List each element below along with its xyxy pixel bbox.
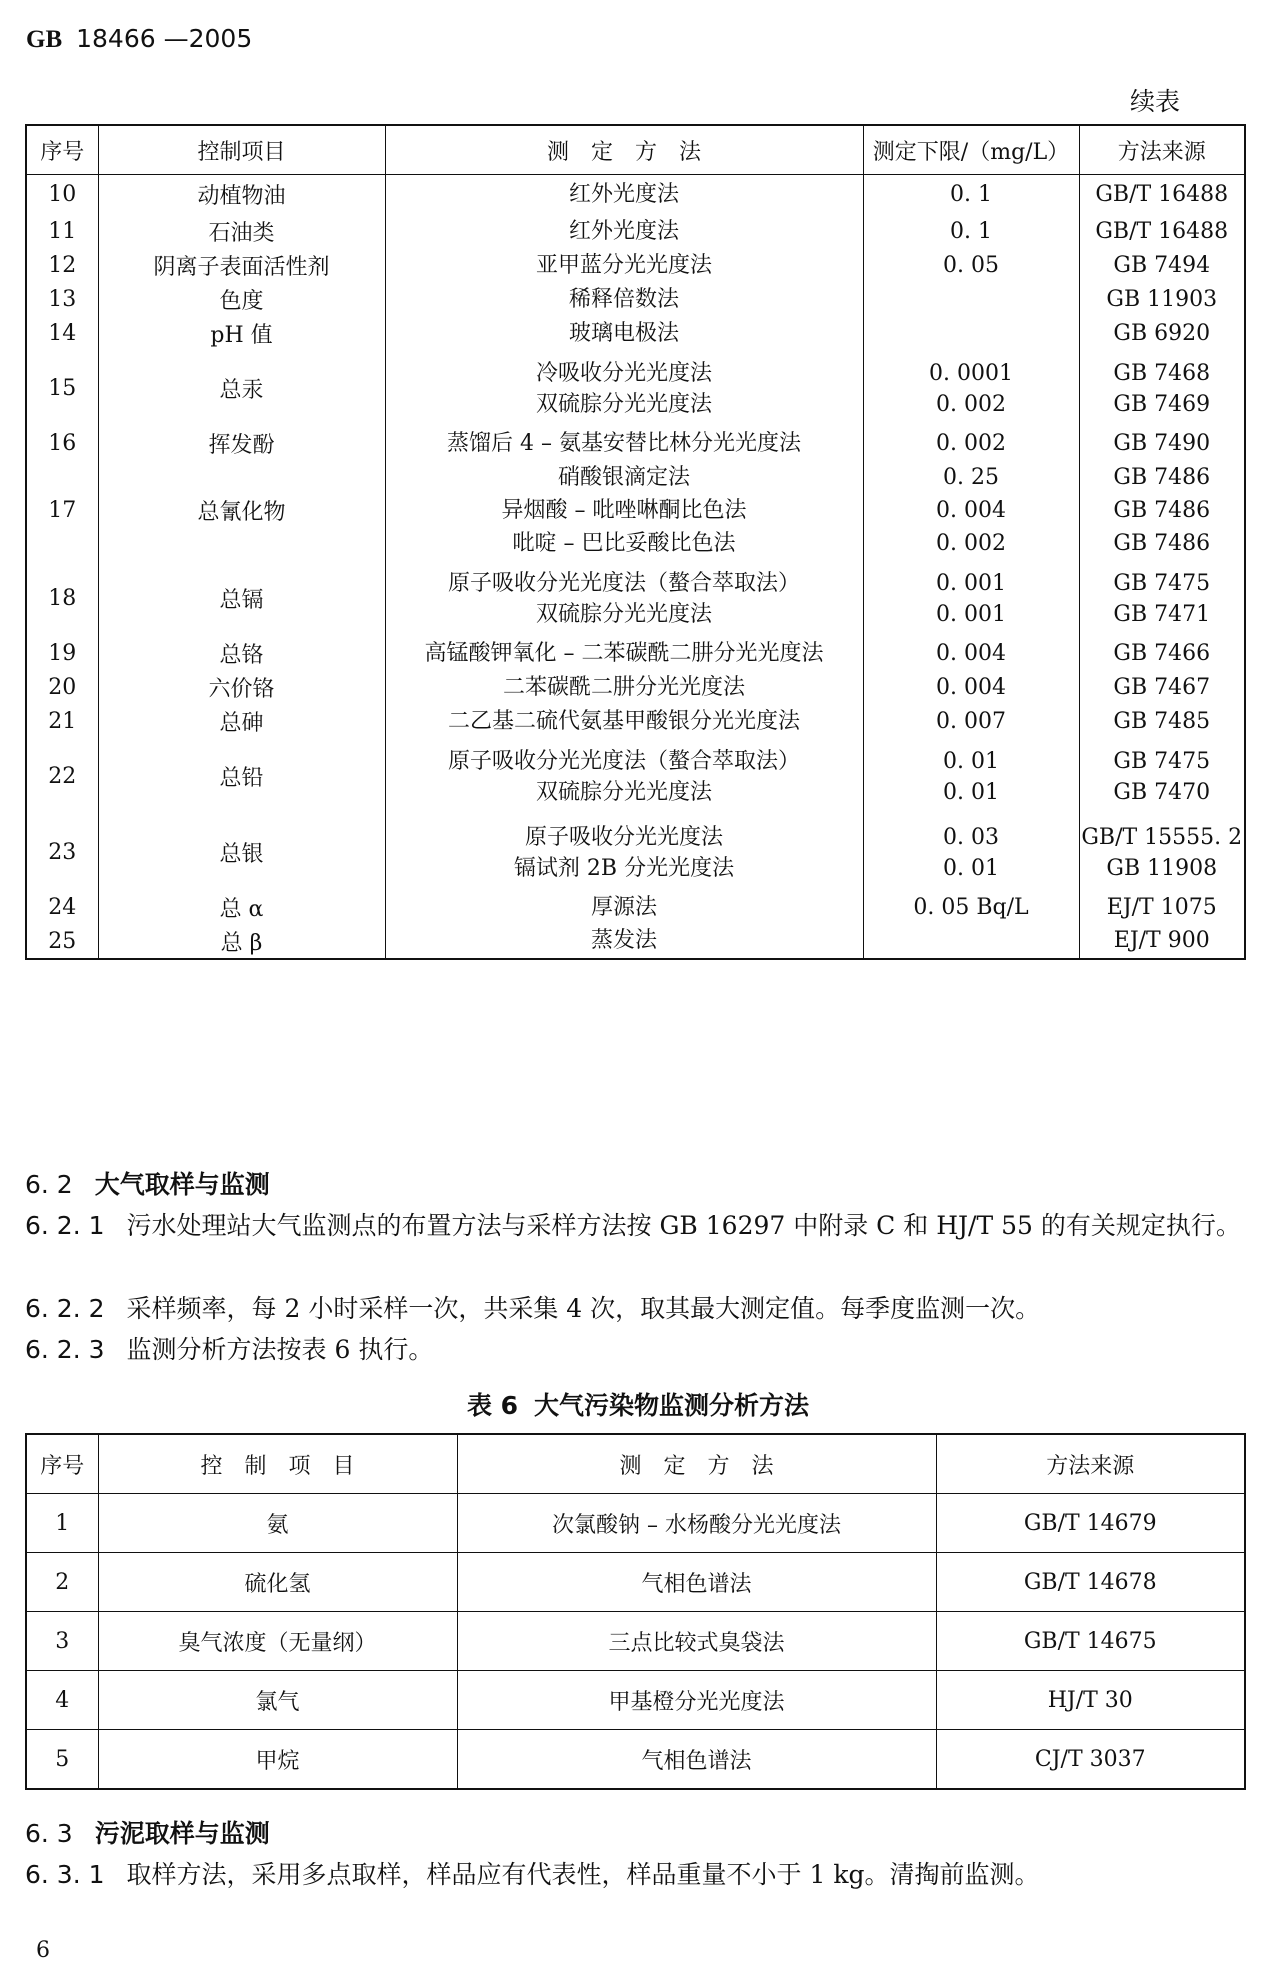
method-line: 厚源法 — [590, 894, 657, 920]
limit-line: 0. 1 — [950, 181, 992, 207]
table-row — [26, 461, 1245, 561]
section-title: 大气取样与监测 — [94, 1170, 270, 1199]
method-line: 蒸发法 — [590, 928, 657, 953]
cell-item: 动植物油 — [98, 175, 385, 215]
cell-sources — [1079, 215, 1245, 249]
limit-line: 0. 01 — [943, 855, 999, 881]
table-row — [26, 705, 1245, 739]
cell-limits — [863, 705, 1079, 739]
method-line: 二苯碳酰二肼分光光度法 — [502, 674, 745, 700]
section-text: 污水处理站大气监测点的布置方法与采样方法按 GB 16297 中附录 C 和 HJ/T 55 的有关规定执行。 — [126, 1211, 1241, 1240]
cell-item: 臭气浓度（无量纲） — [98, 1612, 457, 1671]
cell-no: 22 — [48, 764, 77, 789]
limit-line: 0. 03 — [943, 824, 999, 850]
cell-item: pH 值 — [98, 317, 385, 351]
col-header-limit: 测定下限/（mg/L） — [863, 125, 1079, 175]
table-row — [26, 561, 1245, 637]
source-line: GB 11903 — [1106, 286, 1218, 312]
table-5-continued — [25, 124, 1246, 960]
cell-item: 六价铬 — [98, 671, 385, 705]
limit-line: 0. 0001 — [929, 360, 1013, 386]
page-number: 6 — [36, 1938, 50, 1963]
cell-item: 氯气 — [98, 1671, 457, 1730]
source-line: GB 7475 — [1113, 570, 1211, 596]
cell-item: 甲烷 — [98, 1730, 457, 1790]
continued-label: 续表 — [1130, 87, 1181, 116]
col-header-method: 测 定 方 法 — [457, 1434, 936, 1494]
cell-methods — [385, 249, 863, 283]
cell-methods — [385, 815, 863, 891]
limit-line: 0. 05 — [943, 252, 999, 278]
method-line: 亚甲蓝分光光度法 — [535, 252, 712, 278]
source-line: GB 7469 — [1113, 391, 1211, 417]
standard-code: GB — [26, 26, 63, 53]
cell-limits — [863, 671, 1079, 705]
standard-number: 18466 —2005 — [76, 24, 253, 53]
cell-sources — [1079, 739, 1245, 815]
cell-item: 总镉 — [98, 561, 385, 637]
cell-methods — [385, 215, 863, 249]
cell-item: 总银 — [98, 815, 385, 891]
cell-no: 17 — [48, 498, 77, 523]
method-line: 原子吸收分光光度法 — [524, 824, 723, 850]
cell-sources — [1079, 705, 1245, 739]
source-line: GB/T 15555. 2 — [1081, 824, 1243, 850]
table-6-number: 表 6 — [466, 1391, 519, 1420]
section-number: 6. 2. 3 — [25, 1335, 105, 1364]
cell-no: 13 — [48, 287, 77, 312]
source-line: GB/T 16488 — [1095, 181, 1229, 207]
cell-no: 5 — [26, 1730, 98, 1790]
section-number: 6. 3 — [25, 1819, 73, 1848]
cell-limits — [863, 317, 1079, 351]
limit-line: 0. 01 — [943, 748, 999, 774]
cell-sources — [1079, 461, 1245, 561]
cell-no: 1 — [26, 1494, 98, 1553]
cell-limits — [863, 739, 1079, 815]
cell-limits — [863, 461, 1079, 561]
cell-limits — [863, 351, 1079, 427]
table-row — [26, 739, 1245, 815]
source-line: GB 7494 — [1113, 252, 1211, 278]
source-line: GB 7486 — [1113, 465, 1211, 490]
cell-method: 甲基橙分光光度法 — [457, 1671, 936, 1730]
section-6-2 — [25, 1164, 1247, 1205]
limit-line: 0. 05 Bq/L — [913, 894, 1029, 920]
method-line: 原子吸收分光光度法（螯合萃取法） — [447, 570, 800, 596]
method-line: 冷吸收分光光度法 — [535, 360, 712, 386]
source-line: EJ/T 900 — [1113, 928, 1210, 953]
cell-sources — [1079, 427, 1245, 461]
cell-item: 总汞 — [98, 351, 385, 427]
method-line: 玻璃电极法 — [568, 320, 679, 346]
table-row — [26, 175, 1245, 215]
section-text: 采样频率，每 2 小时采样一次，共采集 4 次，取其最大测定值。每季度监测一次。 — [126, 1294, 1041, 1323]
cell-item: 总铅 — [98, 739, 385, 815]
cell-no: 23 — [48, 840, 77, 865]
cell-methods — [385, 671, 863, 705]
cell-limits — [863, 175, 1079, 215]
source-line: GB 7470 — [1113, 779, 1211, 805]
cell-no: 4 — [26, 1671, 98, 1730]
table-6-body — [26, 1494, 1245, 1790]
cell-source: GB/T 14679 — [936, 1494, 1245, 1553]
table-row — [26, 249, 1245, 283]
section-6-2-1 — [25, 1205, 1247, 1246]
cell-limits — [863, 249, 1079, 283]
source-line: GB 7485 — [1113, 708, 1211, 734]
col-header-method: 测 定 方 法 — [385, 125, 863, 175]
method-line: 吡啶 – 巴比妥酸比色法 — [512, 531, 736, 556]
section-number: 6. 3. 1 — [25, 1860, 105, 1889]
cell-item: 总氰化物 — [98, 461, 385, 561]
cell-limits — [863, 815, 1079, 891]
section-number: 6. 2 — [25, 1170, 73, 1199]
cell-methods — [385, 705, 863, 739]
section-6-2-2 — [25, 1288, 1247, 1329]
source-line: GB 7471 — [1113, 601, 1211, 627]
cell-item: 阴离子表面活性剂 — [98, 249, 385, 283]
method-line: 双硫腙分光光度法 — [535, 779, 712, 805]
col-header-source: 方法来源 — [936, 1434, 1245, 1494]
cell-sources — [1079, 925, 1245, 959]
table-row — [26, 925, 1245, 959]
cell-item: 总 α — [98, 891, 385, 925]
section-number: 6. 2. 1 — [25, 1211, 105, 1240]
method-line: 二乙基二硫代氨基甲酸银分光光度法 — [447, 708, 800, 734]
cell-sources — [1079, 283, 1245, 317]
table-row — [26, 1612, 1245, 1671]
cell-no: 14 — [48, 321, 77, 346]
method-line: 红外光度法 — [568, 181, 679, 207]
cell-no: 19 — [48, 641, 77, 666]
cell-item: 色度 — [98, 283, 385, 317]
col-header-no: 序号 — [26, 1434, 98, 1494]
cell-limits — [863, 637, 1079, 671]
cell-sources — [1079, 317, 1245, 351]
source-line: GB 7467 — [1113, 674, 1211, 700]
table-row — [26, 891, 1245, 925]
cell-no: 10 — [48, 182, 77, 208]
col-header-source: 方法来源 — [1079, 125, 1245, 175]
cell-method: 三点比较式臭袋法 — [457, 1612, 936, 1671]
cell-item: 总铬 — [98, 637, 385, 671]
col-header-no: 序号 — [26, 125, 98, 175]
limit-line: 0. 004 — [936, 640, 1006, 666]
cell-no: 12 — [48, 253, 77, 278]
limit-line: 0. 1 — [950, 218, 992, 244]
cell-method: 气相色谱法 — [457, 1553, 936, 1612]
cell-item: 氨 — [98, 1494, 457, 1553]
method-line: 异烟酸 – 吡唑啉酮比色法 — [501, 498, 747, 523]
cell-source: HJ/T 30 — [936, 1671, 1245, 1730]
table-5-body — [26, 175, 1245, 959]
limit-line: 0. 004 — [936, 674, 1006, 700]
cell-no: 21 — [48, 709, 77, 734]
section-6-3 — [25, 1813, 1247, 1854]
cell-limits — [863, 283, 1079, 317]
col-header-item: 控 制 项 目 — [98, 1434, 457, 1494]
table-row — [26, 815, 1245, 891]
cell-item: 挥发酚 — [98, 427, 385, 461]
cell-method: 气相色谱法 — [457, 1730, 936, 1790]
table-row — [26, 1494, 1245, 1553]
cell-methods — [385, 925, 863, 959]
table-row — [26, 1671, 1245, 1730]
limit-line: 0. 25 — [943, 465, 999, 490]
table-row — [26, 283, 1245, 317]
cell-methods — [385, 283, 863, 317]
method-line: 原子吸收分光光度法（螯合萃取法） — [447, 748, 800, 774]
source-line: GB 11908 — [1106, 855, 1218, 881]
source-line: GB 6920 — [1113, 320, 1211, 346]
method-line: 蒸馏后 4 – 氨基安替比林分光光度法 — [447, 430, 801, 456]
source-line: GB/T 16488 — [1095, 218, 1229, 244]
cell-methods — [385, 175, 863, 215]
method-line: 硝酸银滴定法 — [557, 465, 690, 490]
table-row — [26, 1730, 1245, 1790]
cell-no: 2 — [26, 1553, 98, 1612]
cell-methods — [385, 637, 863, 671]
section-6-2-3 — [25, 1329, 1247, 1370]
section-text: 取样方法，采用多点取样，样品应有代表性，样品重量不小于 1 kg。清掏前监测。 — [126, 1860, 1040, 1889]
method-line: 高锰酸钾氧化 – 二苯碳酰二肼分光光度法 — [424, 640, 824, 666]
limit-line: 0. 001 — [936, 601, 1006, 627]
table-6-caption — [0, 1386, 1276, 1422]
col-header-item: 控制项目 — [98, 125, 385, 175]
section-title: 污泥取样与监测 — [94, 1819, 270, 1848]
table-header-row — [26, 125, 1245, 175]
source-line: GB 7490 — [1113, 430, 1211, 456]
page-header — [26, 24, 252, 54]
table-row — [26, 215, 1245, 249]
source-line: GB 7466 — [1113, 640, 1211, 666]
table-row — [26, 1553, 1245, 1612]
section-6-3-1 — [25, 1854, 1247, 1895]
cell-no: 20 — [48, 675, 77, 700]
cell-no: 16 — [48, 431, 77, 456]
source-line: EJ/T 1075 — [1106, 894, 1217, 920]
table-row — [26, 317, 1245, 351]
cell-source: CJ/T 3037 — [936, 1730, 1245, 1790]
cell-sources — [1079, 249, 1245, 283]
source-line: GB 7486 — [1113, 531, 1211, 556]
method-line: 双硫腙分光光度法 — [535, 601, 712, 627]
cell-sources — [1079, 561, 1245, 637]
limit-line: 0. 002 — [936, 430, 1006, 456]
cell-sources — [1079, 175, 1245, 215]
cell-methods — [385, 891, 863, 925]
cell-no: 11 — [48, 219, 77, 244]
cell-no: 18 — [48, 586, 77, 611]
table-6-title: 大气污染物监测分析方法 — [534, 1391, 810, 1420]
section-text: 监测分析方法按表 6 执行。 — [126, 1335, 434, 1364]
cell-source: GB/T 14678 — [936, 1553, 1245, 1612]
limit-line: 0. 007 — [936, 708, 1006, 734]
method-line: 双硫腙分光光度法 — [535, 391, 712, 417]
cell-sources — [1079, 815, 1245, 891]
cell-limits — [863, 215, 1079, 249]
table-header-row — [26, 1434, 1245, 1494]
table-row — [26, 637, 1245, 671]
cell-item: 石油类 — [98, 215, 385, 249]
cell-limits — [863, 891, 1079, 925]
cell-sources — [1079, 891, 1245, 925]
cell-no: 15 — [48, 376, 77, 401]
cell-source: GB/T 14675 — [936, 1612, 1245, 1671]
section-number: 6. 2. 2 — [25, 1294, 105, 1323]
source-line: GB 7486 — [1113, 498, 1211, 523]
table-row — [26, 351, 1245, 427]
cell-no: 24 — [48, 895, 77, 920]
cell-methods — [385, 739, 863, 815]
cell-sources — [1079, 351, 1245, 427]
cell-sources — [1079, 637, 1245, 671]
source-line: GB 7475 — [1113, 748, 1211, 774]
cell-limits — [863, 925, 1079, 959]
table-row — [26, 427, 1245, 461]
cell-item: 总 β — [98, 925, 385, 959]
cell-method: 次氯酸钠 – 水杨酸分光光度法 — [457, 1494, 936, 1553]
method-line: 稀释倍数法 — [568, 286, 679, 312]
limit-line: 0. 002 — [936, 391, 1006, 417]
table-6 — [25, 1433, 1246, 1790]
cell-methods — [385, 317, 863, 351]
cell-methods — [385, 561, 863, 637]
table-row — [26, 671, 1245, 705]
limit-line: 0. 001 — [936, 570, 1006, 596]
limit-line: 0. 01 — [943, 779, 999, 805]
cell-no: 25 — [48, 928, 77, 954]
cell-item: 总砷 — [98, 705, 385, 739]
method-line: 红外光度法 — [568, 218, 679, 244]
cell-sources — [1079, 671, 1245, 705]
cell-methods — [385, 461, 863, 561]
cell-methods — [385, 351, 863, 427]
limit-line: 0. 004 — [936, 498, 1006, 523]
source-line: GB 7468 — [1113, 360, 1211, 386]
limit-line: 0. 002 — [936, 531, 1006, 556]
cell-limits — [863, 561, 1079, 637]
cell-limits — [863, 427, 1079, 461]
cell-methods — [385, 427, 863, 461]
method-line: 镉试剂 2B 分光光度法 — [513, 855, 735, 881]
cell-item: 硫化氢 — [98, 1553, 457, 1612]
cell-no: 3 — [26, 1612, 98, 1671]
